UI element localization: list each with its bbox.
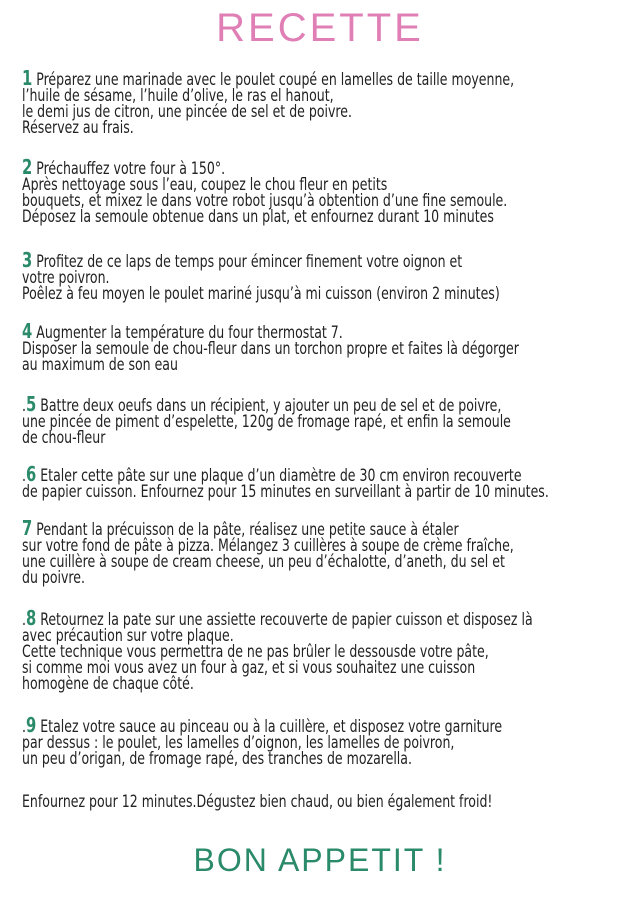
step-line: Disposer la semoule de chou-fleur dans un torchon propre et faites là dégorger — [22, 339, 519, 359]
step-line: Préparez une marinade avec le poulet coupé en lamelles de taille moyenne, — [32, 70, 515, 90]
step-line: Déposez la semoule obtenue dans un plat, et enfournez durant 10 minutes — [22, 207, 494, 227]
step-line: de papier cuisson. Enfournez pour 15 minutes en surveillant à partir de 10 minutes. — [22, 482, 549, 502]
step-line: de chou-fleur — [22, 428, 106, 448]
step-prefix: . — [22, 717, 26, 737]
recipe-step-7 — [22, 516, 524, 588]
step-number: 2 — [22, 155, 33, 179]
page-title: RECETTE — [216, 6, 424, 50]
step-line: Augmenter la température du four thermostat 7. — [32, 323, 343, 343]
step-line: une pincée de piment d’espelette, 120g de fromage rapé, et enfin la semoule — [22, 412, 511, 432]
step-line: une cuillère à soupe de cream cheese, un peu d’échalotte, d’aneth, du sel et — [22, 552, 505, 572]
recipe-step-2 — [22, 155, 524, 227]
recipe-step-6 — [22, 462, 549, 502]
recipe-step-1 — [22, 66, 524, 138]
step-line: Pendant la précuisson de la pâte, réalisez une petite sauce à étaler — [32, 520, 459, 540]
step-line: Profitez de ce laps de temps pour émincer finement votre oignon et — [32, 252, 463, 272]
step-number: 8 — [25, 606, 37, 630]
step-line: bouquets, et mixez le dans votre robot jusqu’à obtention d’une fine semoule. — [22, 191, 508, 211]
step-prefix: . — [22, 610, 26, 630]
footer-sign-off: BON APPETIT ! — [193, 842, 447, 878]
step-line: Etalez votre sauce au pinceau ou à la cuillère, et disposez votre garniture — [36, 717, 503, 737]
step-line: Etaler cette pâte sur une plaque d’un diamètre de 30 cm environ recouverte — [36, 466, 522, 486]
step-line: Cette technique vous permettra de ne pas brûler le dessousde votre pâte, — [22, 642, 489, 662]
step-number: 6 — [25, 462, 37, 486]
step-line: l’huile de sésame, l’huile d’olive, le ras el hanout, — [22, 86, 334, 106]
recipe-step-3 — [22, 248, 524, 304]
step-number: 4 — [22, 319, 33, 343]
closing-line: Enfournez pour 12 minutes.Dégustez bien chaud, ou bien également froid! — [22, 792, 493, 812]
step-line: Retournez la pate sur une assiette recouverte de papier cuisson et disposez là — [36, 610, 533, 630]
step-line: si comme moi vous avez un four à gaz, et si vous souhaitez une cuisson — [22, 658, 476, 678]
step-number: 9 — [25, 713, 37, 737]
recipe-step-8 — [22, 606, 533, 694]
step-line: Après nettoyage sous l’eau, coupez le chou fleur en petits — [22, 175, 388, 195]
step-line: le demi jus de citron, une pincée de sel et de poivre. — [22, 102, 352, 122]
step-line: Poêlez à feu moyen le poulet mariné jusqu’à mi cuisson (environ 2 minutes) — [22, 284, 500, 304]
step-number: 5 — [25, 392, 37, 416]
step-line: au maximum de son eau — [22, 355, 178, 375]
step-line: Battre deux oeufs dans un récipient, y ajouter un peu de sel et de poivre, — [36, 396, 502, 416]
closing-text — [22, 794, 524, 810]
step-prefix: . — [22, 466, 26, 486]
recipe-step-4 — [22, 319, 524, 375]
recipe-step-9 — [22, 713, 524, 769]
step-number: 3 — [22, 248, 33, 272]
step-line: Réservez au frais. — [22, 118, 134, 138]
step-line: avec précaution sur votre plaque. — [22, 626, 234, 646]
step-number: 7 — [22, 516, 33, 540]
step-line: du poivre. — [22, 568, 85, 588]
step-line: sur votre fond de pâte à pizza. Mélangez 3 cuillères à soupe de crème fraîche, — [22, 536, 514, 556]
step-line: homogène de chaque côté. — [22, 674, 194, 694]
step-line: Préchauffez votre four à 150°. — [32, 159, 226, 179]
step-line: votre poivron. — [22, 268, 110, 288]
step-line: par dessus : le poulet, les lamelles d’oignon, les lamelles de poivron, — [22, 733, 455, 753]
recipe-step-5 — [22, 392, 524, 448]
step-number: 1 — [22, 66, 33, 90]
step-prefix: . — [22, 396, 26, 416]
step-line: un peu d’origan, de fromage rapé, des tranches de mozarella. — [22, 749, 412, 769]
